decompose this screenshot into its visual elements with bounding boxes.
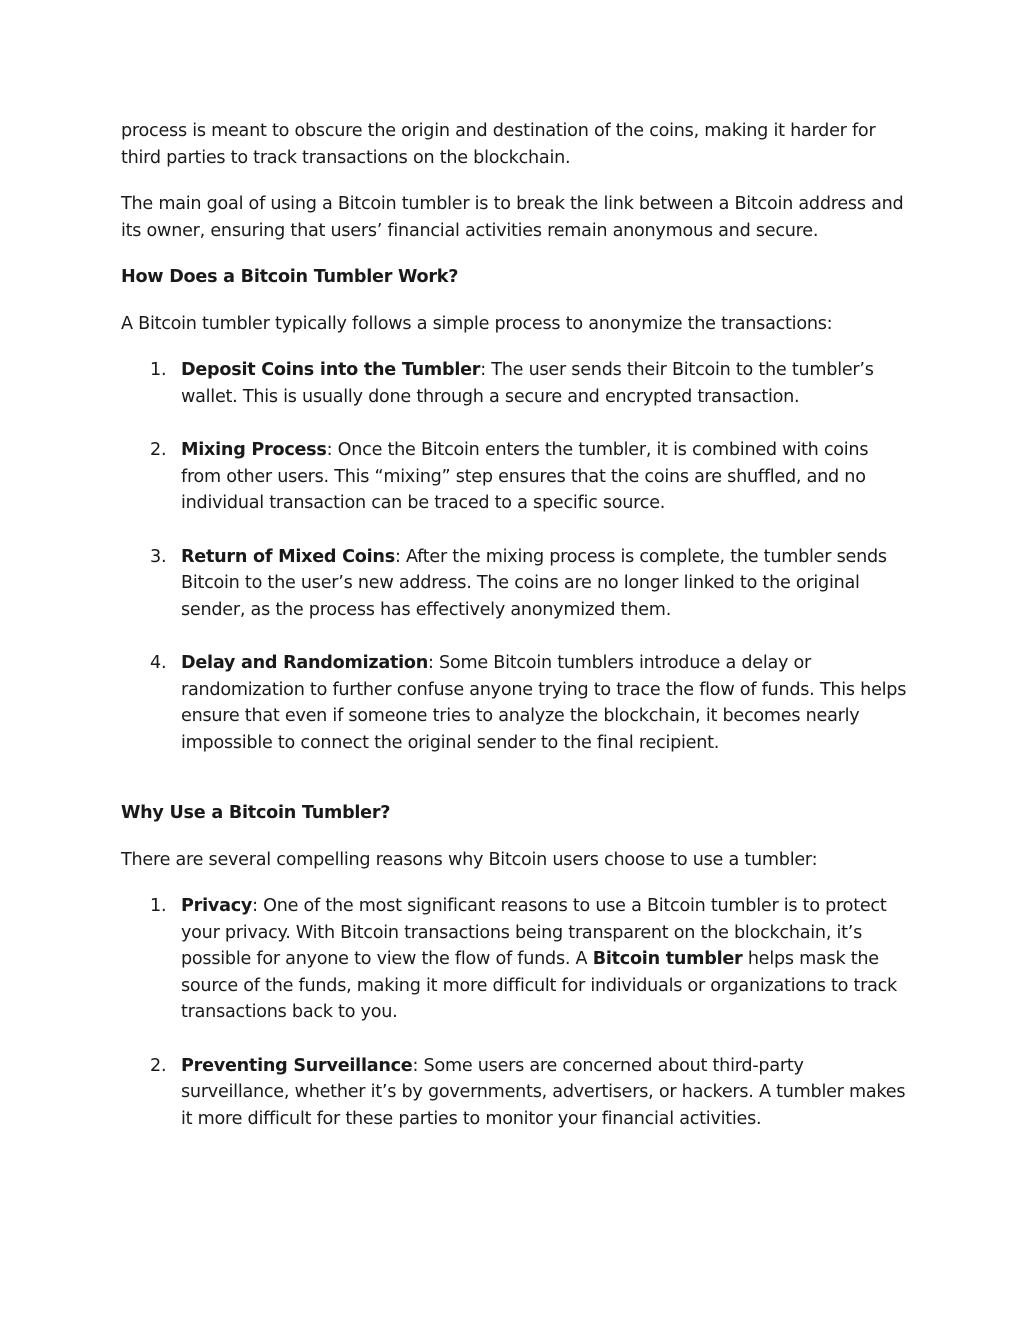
- list-item-term: Deposit Coins into the Tumbler: [181, 360, 481, 380]
- list-item-text: : Once the Bitcoin enters the tumbler, it is combined with coins from other users. This “mixing” step ensures that the coins are shuffled, and no individual transaction can be traced to a specific source.: [181, 440, 869, 513]
- section-lead-how-it-works: A Bitcoin tumbler typically follows a simple process to anonymize the transactions:: [121, 313, 833, 334]
- list-item-term: Return of Mixed Coins: [181, 546, 395, 567]
- intro-paragraph-1: process is meant to obscure the origin and destination of the coins, making it harder for third parties to track transactions on the blockchain.: [121, 121, 876, 168]
- list-item: [121, 1053, 911, 1133]
- list-item-term: Mixing Process: [181, 440, 327, 460]
- list-number: 2.: [150, 1055, 167, 1076]
- list-number: 1.: [150, 360, 167, 380]
- list-item-text: helps mask the source of the funds, making it more difficult for individuals or organizations to track transactions back to you.: [181, 949, 897, 1022]
- reasons-list: [121, 893, 911, 1132]
- list-item-term: Preventing Surveillance: [181, 1055, 413, 1076]
- list-number: 3.: [150, 546, 167, 567]
- intro-paragraph-2: The main goal of using a Bitcoin tumbler is to break the link between a Bitcoin address and its owner, ensuring that users’ financial activities remain anonymous and secure.: [121, 194, 904, 241]
- list-item: [121, 544, 911, 624]
- document-page: [121, 118, 911, 1132]
- list-item-text: : Some users are concerned about third-party surveillance, whether it’s by governments, advertisers, or hackers. A tumbler makes it more difficult for these parties to monitor your financial activities.: [181, 1055, 906, 1129]
- list-item-text: : Some Bitcoin tumblers introduce a delay or randomization to further confuse anyone trying to trace the flow of funds. This helps ensure that even if someone tries to analyze the blockchain, it becomes nearly impossible to connect the original sender to the final recipient.: [181, 653, 907, 753]
- list-item: [121, 650, 911, 756]
- process-steps-list: [121, 357, 911, 756]
- list-item-term: Delay and Randomization: [181, 653, 429, 673]
- list-item: [121, 893, 911, 1026]
- section-lead-why-use: There are several compelling reasons why Bitcoin users choose to use a tumbler:: [121, 849, 818, 870]
- list-item-text: : The user sends their Bitcoin to the tumbler’s wallet. This is usually done through a secure and encrypted transaction.: [181, 360, 874, 407]
- section-heading-how-it-works: How Does a Bitcoin Tumbler Work?: [121, 267, 459, 287]
- list-number: 1.: [150, 896, 167, 916]
- list-item-text: : One of the most significant reasons to use a Bitcoin tumbler is to protect your privacy. With Bitcoin transactions being transparent on the blockchain, it’s possible for anyone to view the flow of funds. A: [181, 896, 887, 969]
- list-item: [121, 357, 911, 410]
- list-number: 4.: [150, 653, 167, 673]
- list-item: [121, 437, 911, 517]
- section-heading-why-use: Why Use a Bitcoin Tumbler?: [121, 803, 391, 823]
- list-item-term: Privacy: [181, 896, 253, 916]
- list-item-bold-phrase: Bitcoin tumbler: [592, 949, 743, 969]
- list-number: 2.: [150, 440, 167, 460]
- list-item-text: : After the mixing process is complete, the tumbler sends Bitcoin to the user’s new address. The coins are no longer linked to the original sender, as the process has effectively anonymized them.: [181, 546, 887, 620]
